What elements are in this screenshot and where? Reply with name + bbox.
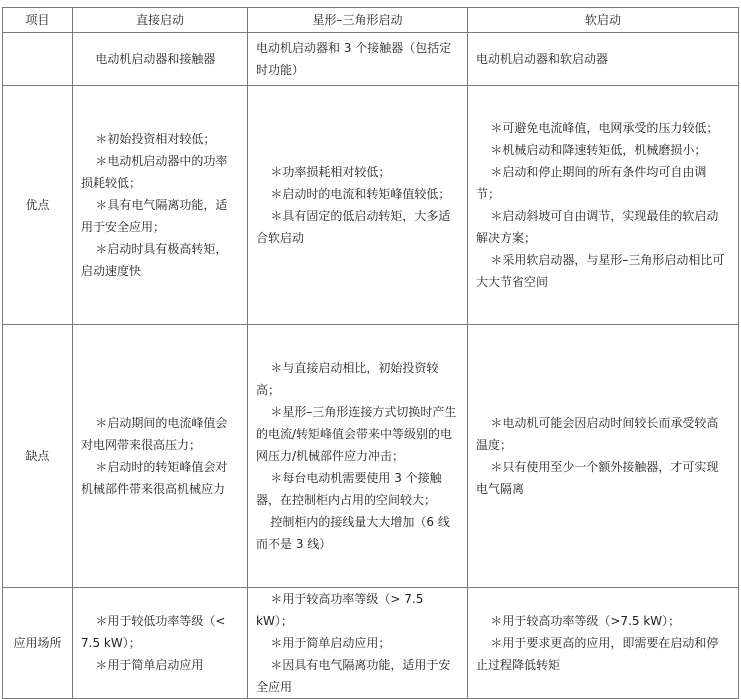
list-item: ＊采用软启动器，与星形–三角形启动相比可大大节省空间 <box>476 253 725 289</box>
cons-label: 缺点 <box>3 325 73 588</box>
header-item: 项目 <box>3 8 73 33</box>
cons-star-delta <box>248 325 468 588</box>
pros-label: 优点 <box>3 86 73 325</box>
list-item: ＊启动和停止期间的所有条件均可自由调节； <box>476 165 707 201</box>
applications-soft <box>468 588 739 699</box>
list-item: ＊用于要求更高的应用，即需要在启动和停止过程降低转矩 <box>476 636 719 672</box>
basic-direct-text: 电动机启动器和接触器 <box>95 52 216 66</box>
list-item: ＊启动时的转矩峰值会对机械部件带来很高机械应力 <box>81 460 228 496</box>
pros-soft <box>468 86 739 325</box>
list-item: ＊与直接启动相比，初始投资较高； <box>256 361 439 397</box>
header-star-delta-start: 星形–三角形启动 <box>248 8 468 33</box>
applications-row <box>3 588 739 699</box>
list-item: ＊只有使用至少一个额外接触器，才可实现电气隔离 <box>476 460 719 496</box>
basic-direct <box>73 33 248 86</box>
basic-star-delta <box>248 33 468 86</box>
list-item: ＊可避免电流峰值，电网承受的压力较低； <box>490 121 719 135</box>
applications-direct <box>73 588 248 699</box>
applications-star-delta <box>248 588 468 699</box>
list-item: 控制柜内的接线量大大增加（6 线而不是 3 线） <box>256 515 450 551</box>
list-item: ＊用于较低功率等级（< 7.5 kW）； <box>81 614 226 650</box>
list-item: ＊启动期间的电流峰值会对电网带来很高压力； <box>81 416 228 452</box>
list-item: ＊机械启动和降速转矩低，机械磨损小； <box>490 143 707 157</box>
list-item: ＊电动机可能会因启动时间较长而承受较高温度； <box>476 416 719 452</box>
list-item: ＊因具有电气隔离功能，适用于安全应用 <box>256 658 451 694</box>
list-item: ＊启动时的电流和转矩峰值较低； <box>270 187 451 201</box>
header-row <box>3 8 739 33</box>
list-item: ＊具有电气隔离功能，适用于安全应用； <box>81 198 228 234</box>
cons-row <box>3 325 739 588</box>
comparison-table <box>2 7 739 699</box>
header-soft-start: 软启动 <box>468 8 739 33</box>
cons-soft <box>468 325 739 588</box>
basic-row <box>3 33 739 86</box>
list-item: ＊具有固定的低启动转矩，大多适合软启动 <box>256 209 451 245</box>
pros-row <box>3 86 739 325</box>
list-item: ＊星形–三角形连接方式切换时产生的电流/转矩峰值会带来中等级别的电网压力/机械部件应力冲击； <box>256 405 457 463</box>
list-item: ＊用于较高功率等级（>7.5 kW）； <box>490 614 681 628</box>
list-item: ＊启动时具有极高转矩，启动速度快 <box>81 242 228 278</box>
pros-direct <box>73 86 248 325</box>
list-item: ＊启动斜坡可自由调节，实现最佳的软启动解决方案； <box>476 209 719 245</box>
list-item: ＊用于简单启动应用； <box>270 636 391 650</box>
list-item: ＊用于较高功率等级（> 7.5 kW）； <box>256 592 424 628</box>
basic-soft <box>468 33 739 86</box>
basic-label <box>3 33 73 86</box>
list-item: ＊电动机启动器中的功率损耗较低； <box>81 154 228 190</box>
basic-soft-text: 电动机启动器和软启动器 <box>476 52 609 66</box>
list-item: ＊功率损耗相对较低； <box>270 165 391 179</box>
header-direct-start: 直接启动 <box>73 8 248 33</box>
applications-label: 应用场所 <box>3 588 73 699</box>
list-item: ＊每台电动机需要使用 3 个接触器，在控制柜内占用的空间较大； <box>256 471 442 507</box>
basic-star-delta-text: 电动机启动器和 3 个接触器（包括定时功能） <box>256 41 452 77</box>
list-item: ＊初始投资相对较低； <box>95 132 216 146</box>
cons-direct <box>73 325 248 588</box>
list-item: ＊用于简单启动应用 <box>95 658 204 672</box>
pros-star-delta <box>248 86 468 325</box>
